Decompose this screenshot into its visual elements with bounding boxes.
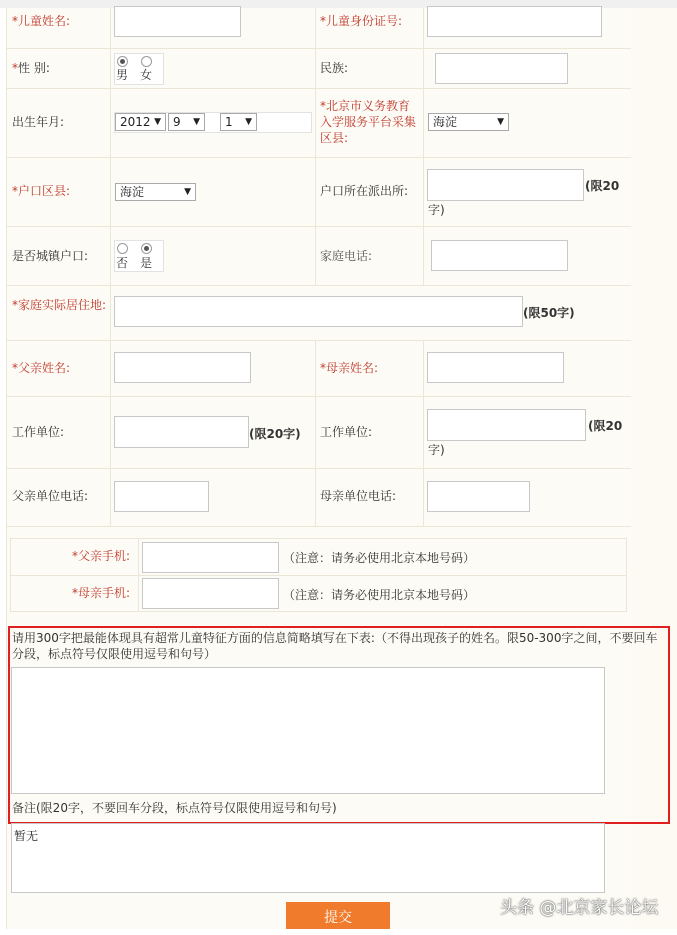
row-divider [10, 575, 627, 576]
urban-yes-radio[interactable] [141, 243, 152, 254]
row-divider [6, 340, 631, 341]
col-divider [138, 538, 139, 612]
remark-textarea[interactable] [11, 823, 605, 893]
remark-value: 暂无 [14, 829, 39, 843]
chevron-down-icon: ▼ [497, 117, 504, 127]
address-limit: (限50字) [523, 306, 575, 320]
district-label: *北京市义务教育入学服务平台采集区县: [320, 99, 417, 145]
mother-mobile-note: （注意：请务必使用北京本地号码） [283, 588, 476, 602]
gender-male-label: 男 [116, 68, 129, 82]
col-divider [315, 340, 316, 526]
child-id-input[interactable] [427, 6, 602, 37]
child-id-label: *儿童身份证号: [320, 14, 403, 28]
home-phone-input[interactable] [431, 240, 568, 271]
gender-label-text: 性 别: [18, 61, 50, 75]
birth-label: 出生年月: [12, 115, 65, 129]
chevron-down-icon: ▼ [193, 117, 200, 127]
police-station-limit-end: 字) [428, 203, 445, 217]
birth-month-select[interactable] [168, 113, 205, 131]
watermark: 头条 @北京家长论坛 [500, 898, 659, 918]
father-name-label: *父亲姓名: [12, 361, 71, 375]
mother-mobile-input[interactable] [142, 578, 279, 609]
police-station-input[interactable] [427, 169, 584, 201]
urban-no-label: 否 [116, 256, 129, 270]
gender-male-radio[interactable] [117, 56, 128, 67]
col-divider [423, 8, 424, 285]
chevron-down-icon: ▼ [245, 117, 252, 127]
mother-work-unit-limit-end: 字) [428, 443, 445, 457]
mother-name-input[interactable] [427, 352, 564, 383]
hukou-district-select[interactable] [115, 183, 196, 201]
father-name-input[interactable] [114, 352, 251, 383]
mother-work-unit-label: 工作单位: [320, 425, 373, 439]
row-divider [6, 396, 631, 397]
row-divider [6, 468, 631, 469]
mother-work-unit-input[interactable] [427, 409, 586, 441]
row-divider [6, 285, 631, 286]
chevron-down-icon: ▼ [184, 187, 191, 197]
chevron-down-icon: ▼ [154, 117, 161, 127]
highlight-frame [8, 626, 670, 824]
row-divider [6, 226, 631, 227]
father-mobile-input[interactable] [142, 542, 279, 573]
urban-hukou-label: 是否城镇户口: [12, 249, 89, 263]
urban-no-radio[interactable] [117, 243, 128, 254]
address-label: *家庭实际居住地: [12, 298, 107, 312]
remark-label: 备注(限20字，不要回车分段，标点符号仅限使用逗号和句号) [12, 801, 337, 815]
birth-month-value: 9 [173, 115, 181, 129]
mother-work-unit-limit: (限20 [588, 419, 623, 433]
police-station-label: 户口所在派出所: [320, 184, 409, 198]
home-phone-label: 家庭电话: [320, 249, 373, 263]
father-work-unit-input[interactable] [114, 416, 249, 448]
address-input[interactable] [114, 296, 523, 327]
description-prompt: 请用300字把最能体现具有超常儿童特征方面的信息简略填写在下表:（不得出现孩子的姓名。限50-300字之间，不要回车分段，标点符号仅限使用逗号和句号） [12, 631, 658, 661]
row-divider [6, 526, 631, 527]
birth-year-select[interactable] [115, 113, 166, 131]
row-divider [6, 48, 631, 49]
father-work-unit-label: 工作单位: [12, 425, 65, 439]
district-value: 海淀 [433, 115, 458, 129]
birth-day-select[interactable] [220, 113, 257, 131]
row-divider [6, 157, 631, 158]
gender-female-radio[interactable] [141, 56, 152, 67]
submit-button[interactable]: 提交 [286, 902, 390, 929]
child-name-input[interactable] [114, 6, 241, 37]
district-select[interactable] [428, 113, 509, 131]
col-divider [423, 340, 424, 526]
mother-unit-phone-label: 母亲单位电话: [320, 489, 397, 503]
ethnicity-label: 民族: [320, 61, 349, 75]
father-mobile-note: （注意：请务必使用北京本地号码） [283, 551, 476, 565]
father-unit-phone-label: 父亲单位电话: [12, 489, 89, 503]
col-divider [110, 8, 111, 526]
hukou-district-label: *户口区县: [12, 184, 71, 198]
birth-year-value: 2012 [120, 115, 151, 129]
gender-female-label: 女 [140, 68, 153, 82]
ethnicity-input[interactable] [435, 53, 568, 84]
birth-day-value: 1 [225, 115, 233, 129]
col-divider [315, 8, 316, 285]
gender-label: *性 别: [12, 61, 50, 75]
row-divider [6, 88, 631, 89]
urban-yes-label: 是 [140, 256, 153, 270]
father-work-unit-limit: (限20字) [249, 427, 301, 441]
mother-unit-phone-input[interactable] [427, 481, 530, 512]
police-station-limit: (限20 [585, 179, 620, 193]
hukou-district-value: 海淀 [120, 185, 145, 199]
mother-name-label: *母亲姓名: [320, 361, 379, 375]
child-name-label: *儿童姓名: [12, 14, 71, 28]
father-unit-phone-input[interactable] [114, 481, 209, 512]
father-mobile-label: *父亲手机: [72, 549, 131, 563]
mother-mobile-label: *母亲手机: [72, 586, 131, 600]
